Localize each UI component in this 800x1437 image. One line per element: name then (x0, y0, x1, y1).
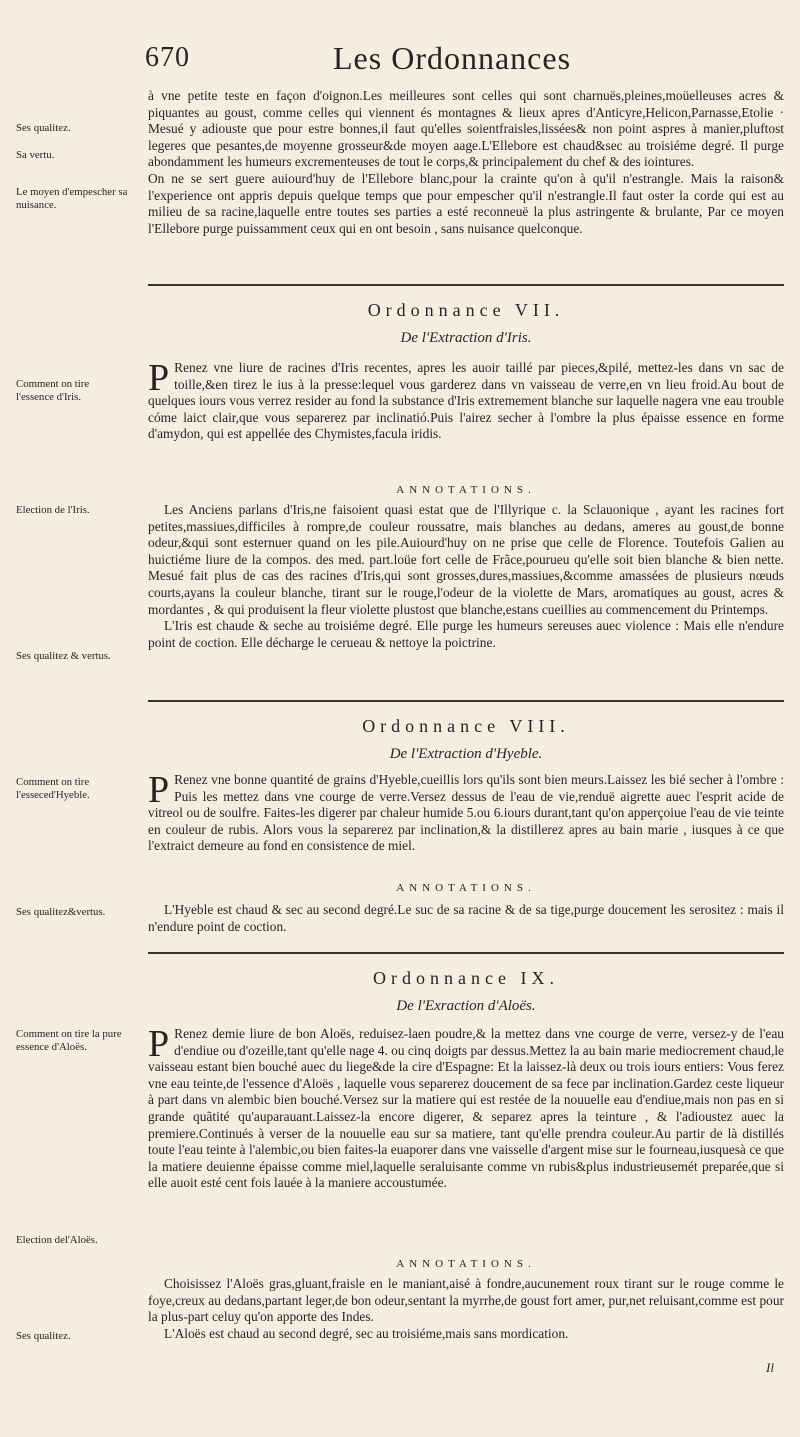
page-number: 670 (145, 42, 190, 73)
page-header (145, 40, 765, 84)
margin-note: Comment on tire l'essence d'Iris. (16, 378, 90, 403)
margin-note: Comment on tire la pure essence d'Aloës. (16, 1028, 122, 1053)
annotations-label: ANNOTATIONS. (396, 484, 536, 496)
qualities-paragraph: L'Iris est chaude & seche au troisiéme degré. Elle purge les humeurs sereuses auec violence : Mais elle n'endure point de coction. Elle décharge le cerueau & nettoye la poictrine. (148, 618, 784, 650)
section-subheading: De l'Extraction d'Hyeble. (389, 746, 543, 762)
annotation-paragraph: Choisissez l'Aloës gras,gluant,fraisle en le maniant,aisé à fondre,aucunement roux tirant sur le rouge comme le foye,creux au dedans,partant leger,de bon odeur,sentant la myrrhe,de goust fort amer, pur,net reluisant,comme est pour la plus-part celuy qu'on apporte des Indes. L'Aloës est chaud au second degré, sec au troisiéme,mais sans mordication. (148, 1276, 784, 1341)
section-heading: Ordonnance VII. (367, 300, 565, 320)
section-heading: Ordonnance VIII. (362, 716, 570, 736)
drop-cap: P (148, 769, 170, 811)
recipe-paragraph: P Renez demie liure de bon Aloës, reduisez-laen poudre,& la mettez dans vne courge de verre, versez-y de l'eau d'endiue ou d'ozeille,tant qu'elle nage 4. ou cinq doigts par dessus.Mettez la au bain marie mediocrement chaud,le vaisseau estant bien bouché auec du liege&de la cire d'Espagne: Et la laissez-là deux ou trois iours entiers: Vous ferez vne eau teinte,de l'essence d'Aloës , laquelle vous separerez doucement de sa fece par inclination.Gardez ceste liqueur à part dans vn alembic bien bouché.Versez sur la matiere qui est restée de la nouuelle eau d'endiue,mais non pas en si grande quãtité qu'auparauant.Laissez-la encore digerer, & separez apres la teinture , & l'adioustez auec la premiere.Continués à verser de la nouuelle eau sur sa matiere, tant qu'elle prendra couleur.Au partir de là distillés toute l'eau teinte à l'alembic,ou bien faites-la euaporer dans vne vaisselle d'argent mise sur le fourneau,iusquesà ce que la matiere deuienne épaisse comme miel,laquelle seraluisante comme vn rubis&plus industrieusemét preparée,que si elle auoit esté cent fois lauée à la maniere accoustumée. (148, 1023, 784, 1191)
margin-note: Comment on tire l'esseced'Hyeble. (16, 776, 90, 801)
margin-note: Ses qualitez & vertus. (16, 650, 111, 662)
annotation-paragraph: L'Hyeble est chaud & sec au second degré.Le suc de sa racine & de sa tige,purge doucement les serositez : mais il n'endure point de coction. (148, 902, 784, 934)
section-subheading: De l'Exraction d'Aloës. (396, 998, 536, 1014)
margin-note: Le moyen d'empescher sa nuisance. (16, 186, 128, 211)
section-rule (148, 700, 784, 702)
intro-paragraph: à vne petite teste en façon d'oignon.Les meilleures sont celles qui sont charnuës,pleines,moüelleuses acres & piquantes au goust, comme celles qui viennent és montagnes & lieux apres d'Anticyre,Helicon,Parnasse,Etolie · Mesué y adiouste que pour estre bonnes,il faut qu'elles soientfraisles,lissées& non point aspres à manier,pluftost legeres que pesantes,de moyenne grosseur&de moyen aage.L'Ellebore est chaud&sec au troisiéme degré. Il purge abondamment les humeurs excrementeuses de tout le corps,& principalement du chef & des iointures. On ne se sert guere auiourd'huy de l'Ellebore blanc,pour la crainte qu'on à qu'il n'estrangle. Mais la raison& l'experience ont appris depuis quelque temps que pour empescher qu'il n'estrangle.Il faut oster la corde qui est au milieu de sa racine,laquelle entre toutes ses parties a esté reconneuë la plus astringente & brulante, Par ce moyen l'Ellebore purge puissamment ceux qui en ont besoin , sans nuisance quelconque. (148, 88, 784, 236)
running-title: Les Ordonnances (333, 40, 572, 76)
margin-note: Ses qualitez&vertus. (16, 906, 106, 918)
section-heading: Ordonnance IX. (373, 968, 559, 988)
section-rule (148, 952, 784, 954)
qualities-paragraph: L'Aloës est chaud au second degré, sec au troisiéme,mais sans mordication. (164, 1325, 569, 1341)
margin-note: Ses qualitez. (16, 1330, 71, 1342)
catchword: Il (766, 1360, 774, 1375)
annotation-paragraph: Les Anciens parlans d'Iris,ne faisoient quasi estat que de l'Illyrique c. la Sclauonique , ayant les racines fort petites,massiues,difficiles à rompre,de couleur roussatre, mais blanches au dedans, ameres au goust,de bonne odeur,&qui sont esternuer quand on les pile.Auiourd'huy on ne prise que celle de Florence. Toutefois Galien au huictiéme liure de la compos. des med. part.loüe fort celle de Frãce,pourueu qu'elle soit bien blanche & bien nette. Mesué fait plus de cas des racines d'Iris,qui sont grosses,dures,massiues,&comme amassées de plusieurs nœuds courts,ayans la couleur blanche, tirant sur le rouge,l'odeur de la violette de Mars, aromatiques au goust, acres & mordantes , & qui produisent la fleur violette plustost que blanche,estans cueillies au commencement du Printemps. L'Iris est chaude & seche au troisiéme degré. Elle purge les humeurs sereuses auec violence : Mais elle n'endure point de coction. Elle décharge le cerueau & nettoye la poictrine. (148, 502, 784, 650)
recipe-paragraph: P Renez vne bonne quantité de grains d'Hyeble,cueillis lors qu'ils sont bien meurs.Laissez les bié secher à l'ombre : Puis les mettez dans vne courge de verre.Versez dessus de l'eau de vie,renduë aigrette auec l'esprit acide de vitreol ou de soulfre. Faites-les digerer par chaleur humide 5.ou 6.iours durant,tant qu'on apperçoiue l'eau de vie teinte en couleur de rubis. Alors vous la separerez par inclination,& la distillerez apres au bain marie , iusques à ce que l'extraict demeure au fond en consistence de miel. (148, 769, 784, 854)
margin-note: Election del'Aloës. (16, 1234, 98, 1246)
drop-cap: P (148, 1023, 170, 1065)
drop-cap: P (148, 357, 170, 399)
margin-note: Election de l'Iris. (16, 504, 90, 516)
margin-note: Ses qualitez. (16, 122, 71, 134)
margin-note: Sa vertu. (16, 149, 55, 161)
annotations-label: ANNOTATIONS. (396, 1258, 536, 1270)
annotations-label: ANNOTATIONS. (396, 882, 536, 894)
section-subheading: De l'Extraction d'Iris. (400, 330, 532, 346)
ellebore-paragraph: On ne se sert guere auiourd'huy de l'Ellebore blanc,pour la crainte qu'on à qu'il n'estrangle. Mais la raison& l'experience ont appris depuis quelque temps que pour empescher qu'il n'estrangle.Il faut oster la corde qui est au milieu de sa racine,laquelle entre toutes ses parties a esté reconneuë la plus astringente & brulante, Par ce moyen l'Ellebore purge puissamment ceux qui en ont besoin , sans nuisance quelconque. (148, 170, 784, 236)
section-rule (148, 284, 784, 286)
recipe-paragraph: P Renez vne liure de racines d'Iris recentes, apres les auoir taillé par pieces,&pilé, mettez-les dans vn sac de toille,&en tirez le ius à la presse:lequel vous garderez dans vn vaisseau de verre,en vn lieu froid.Au bout de quelques iours vous verrez resider au fond la substance d'Iris extremement blanche sur laquelle nagera vne eau trouble cóme laict clair,que vous separerez par inclinatió.Puis l'airez secher à l'ombre la plus épaisse essence en forme d'amydon, qui est appellée des Chymistes,facula iridis. (148, 357, 784, 442)
